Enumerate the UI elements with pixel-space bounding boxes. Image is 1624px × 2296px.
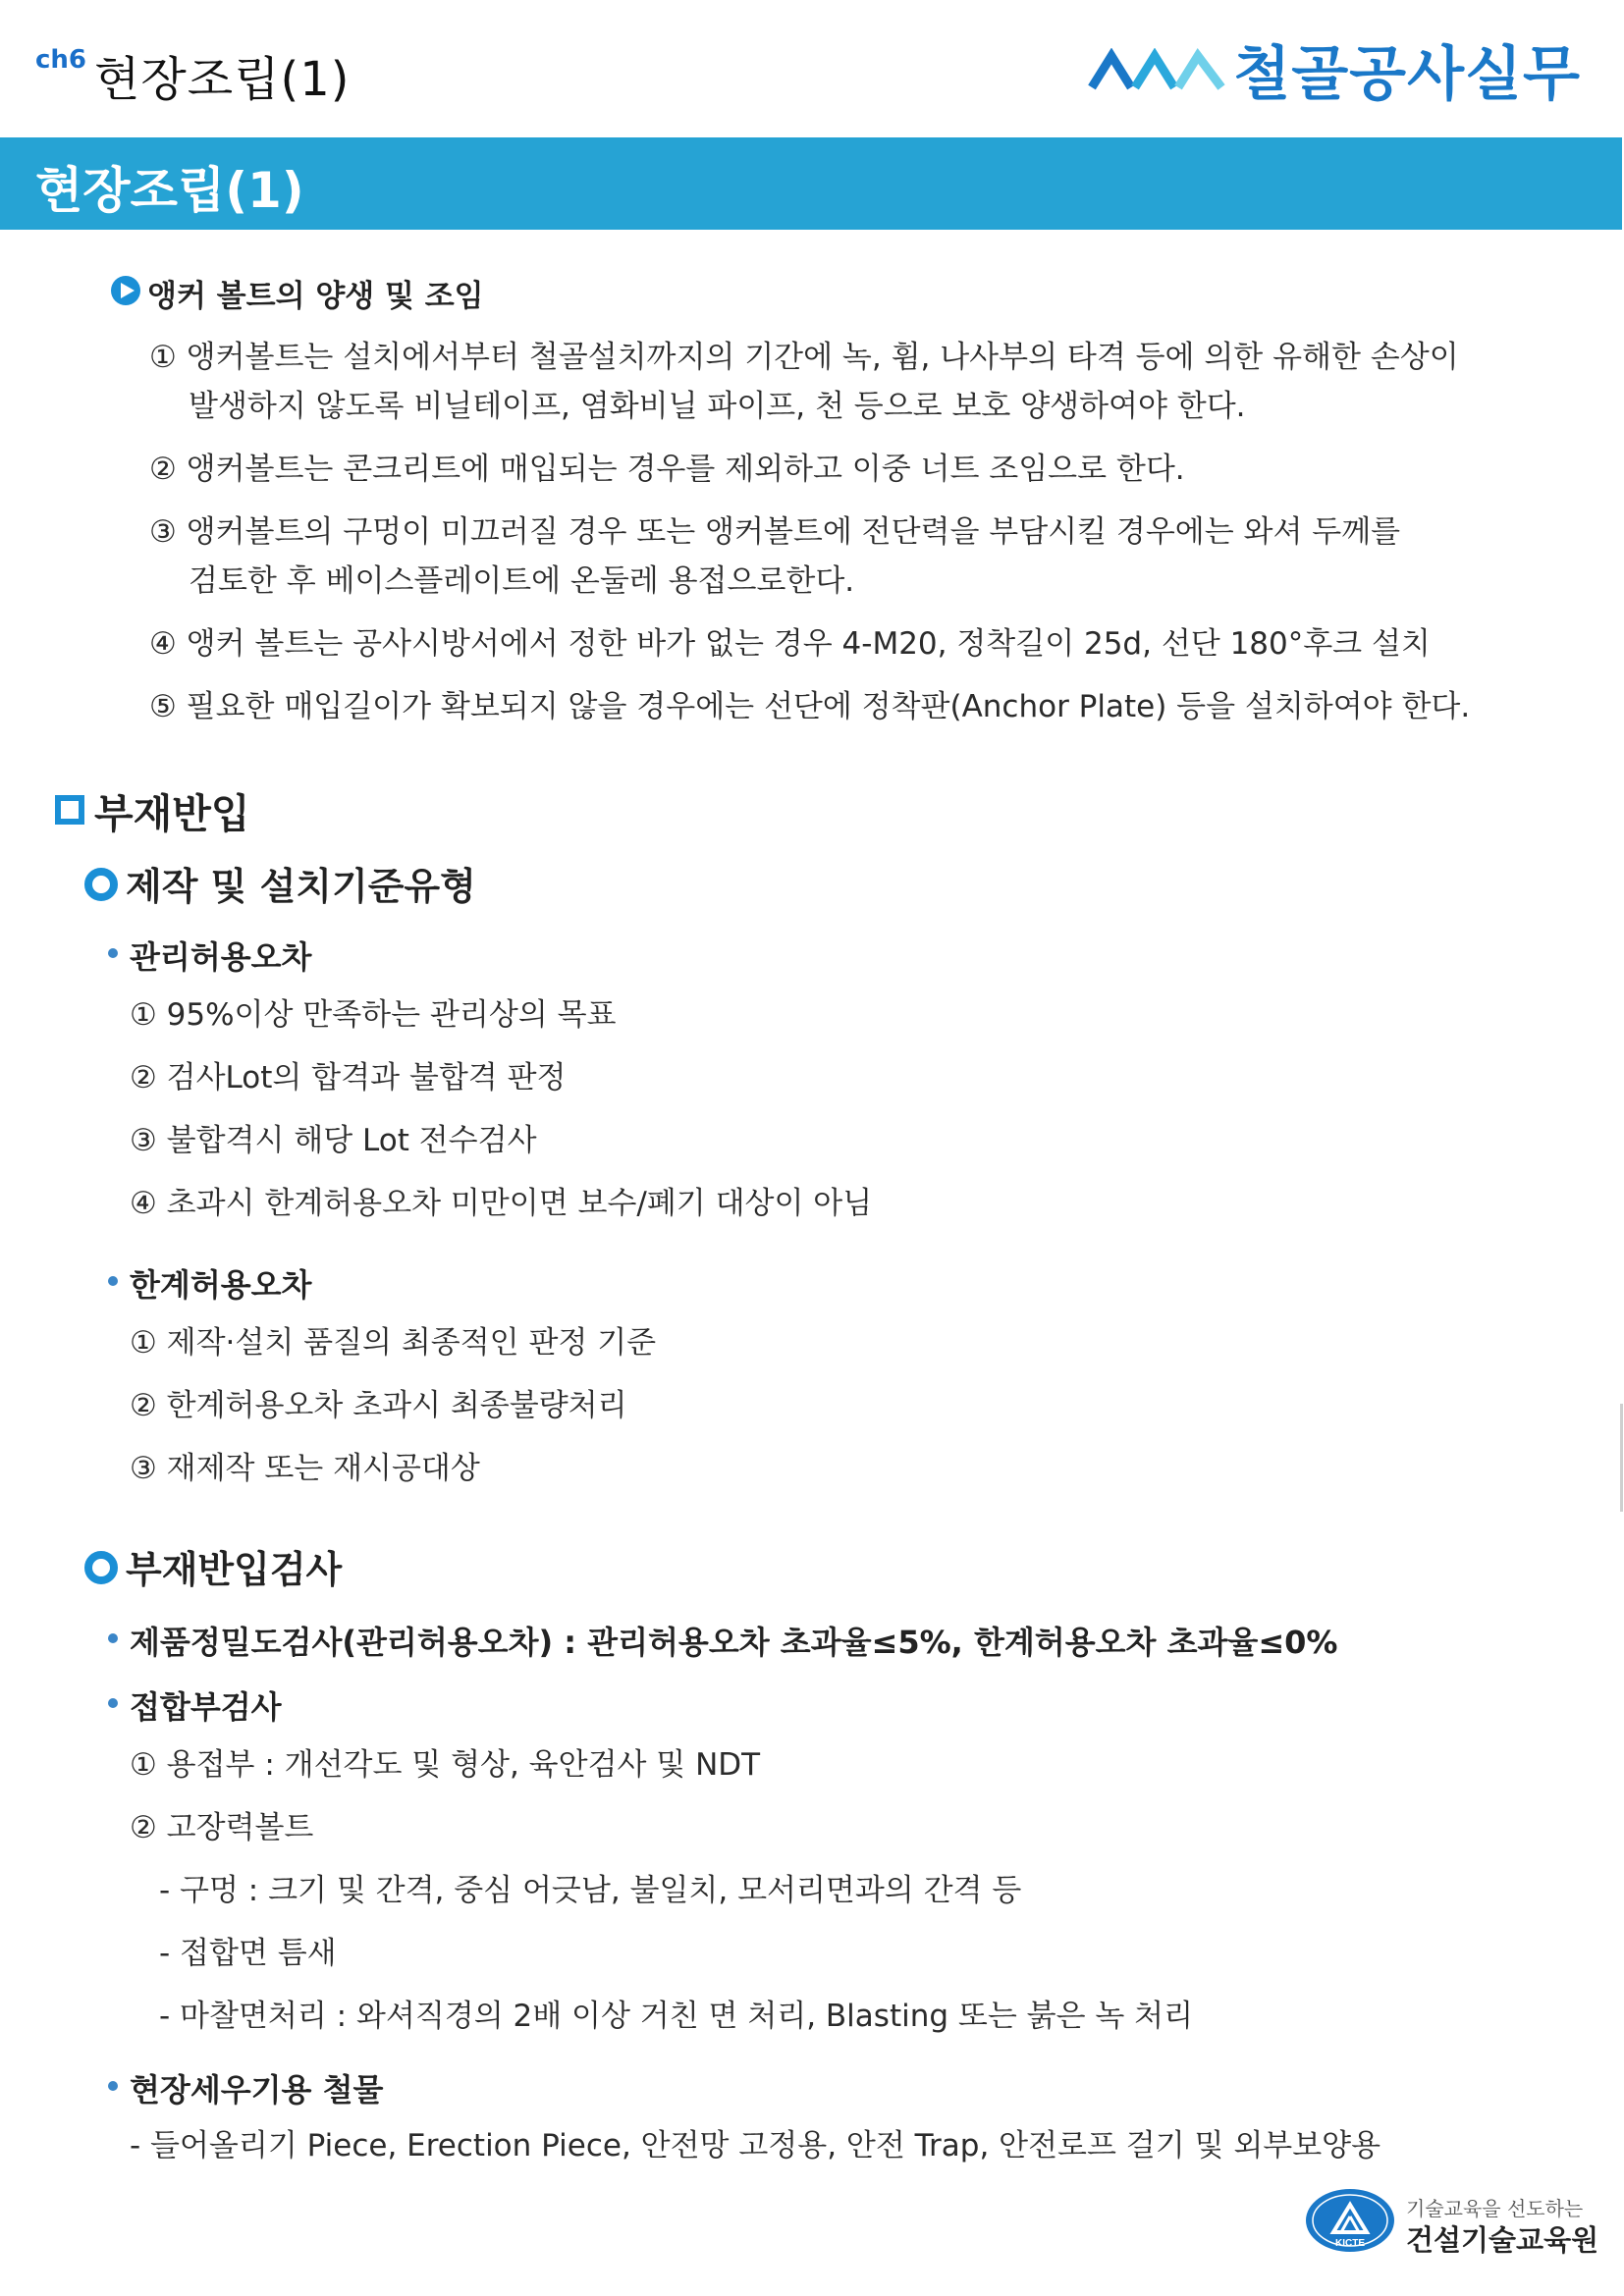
svg-text:KICTE: KICTE [1335,2238,1365,2249]
management-item-2: ② 검사Lot의 합격과 불합격 판정 [130,1060,567,1095]
anchor-item-3-cont: 검토한 후 베이스플레이트에 온둘레 용접으로한다. [189,563,855,599]
limit-item-1: ① 제작·설치 품질의 최종적인 판정 기준 [130,1325,657,1361]
management-item-1: ① 95%이상 만족하는 관리상의 목표 [130,997,617,1033]
anchor-item-1-cont: 발생하지 않도록 비닐테이프, 염화비닐 파이프, 천 등으로 보호 양생하여야 한다. [189,389,1246,424]
dot-bullet-icon [108,948,118,958]
group-title-management-tolerance: 관리허용오차 [130,938,312,976]
play-circle-icon [110,275,141,306]
brand-logo [1088,35,1581,109]
erection-hardware-item: - 들어올리기 Piece, Erection Piece, 안전망 고정용, 안전 Trap, 안전로프 걸기 및 외부보양용 [130,2128,1381,2163]
subsection-title-standards: 제작 및 설치기준유형 [126,865,476,908]
joint-subitem-hole: - 구멍 : 크기 및 간격, 중심 어긋남, 불일치, 모서리면과의 간격 등 [159,1873,1022,1908]
limit-item-3: ③ 재제작 또는 재시공대상 [130,1451,480,1486]
section-title: 부재반입 [94,790,250,837]
anchor-item-1: ① 앵커볼트는 설치에서부터 철골설치까지의 기간에 녹, 휨, 나사부의 타격 등에 의한 유해한 손상이 [149,340,1459,375]
group-title-limit-tolerance: 한계허용오차 [130,1266,312,1304]
joint-subitem-friction: - 마찰면처리 : 와셔직경의 2배 이상 거친 면 처리, Blasting 또는 붉은 녹 처리 [159,1999,1194,2034]
anchor-item-4: ④ 앵커 볼트는 공사시방서에서 정한 바가 없는 경우 4-M20, 정착길이 25d, 선단 180°후크 설치 [149,626,1431,662]
anchor-heading: 앵커 볼트의 양생 및 조임 [147,279,484,314]
joint-subitem-gap: - 접합면 틈새 [159,1936,337,1971]
dot-bullet-icon [108,1276,118,1286]
right-edge-line [1620,1404,1623,1512]
group-title-erection-hardware: 현장세우기용 철물 [130,2071,384,2109]
wave-logo-icon [1088,48,1225,91]
ring-bullet-icon [84,868,118,901]
square-bullet-icon [55,795,84,825]
management-item-3: ③ 불합격시 해당 Lot 전수검사 [130,1123,537,1158]
banner-title: 현장조립(1) [35,162,304,219]
dot-bullet-icon [108,2081,118,2091]
limit-item-2: ② 한계허용오차 초과시 최종불량처리 [130,1388,627,1423]
precision-inspection-line: 제품정밀도검사(관리허용오차) : 관리허용오차 초과율≤5%, 한계허용오차 초과율≤0% [130,1624,1338,1661]
footer-org-name: 건설기술교육원 [1406,2223,1599,2257]
chapter-tag: ch6 [35,45,87,75]
anchor-item-5: ⑤ 필요한 매입길이가 확보되지 않을 경우에는 선단에 정착판(Anchor Plate) 등을 설치하여야 한다. [149,689,1471,724]
kicte-emblem-icon [1304,2187,1396,2254]
group-title-joint-inspection: 접합부검사 [130,1688,282,1726]
dot-bullet-icon [108,1698,118,1708]
dot-bullet-icon [108,1633,118,1643]
ring-bullet-icon [84,1551,118,1584]
subsection-title-inspection: 부재반입검사 [126,1548,343,1591]
management-item-4: ④ 초과시 한계허용오차 미만이면 보수/폐기 대상이 아님 [130,1186,873,1221]
anchor-item-3: ③ 앵커볼트의 구멍이 미끄러질 경우 또는 앵커볼트에 전단력을 부담시킬 경우에는 와셔 두께를 [149,514,1401,550]
anchor-item-2: ② 앵커볼트는 콘크리트에 매입되는 경우를 제외하고 이중 너트 조임으로 한다. [149,452,1185,487]
chapter-title: 현장조립(1) [94,52,351,107]
joint-item-2: ② 고장력볼트 [130,1810,314,1845]
footer-tagline: 기술교육을 선도하는 [1406,2197,1584,2220]
joint-item-1: ① 용접부 : 개선각도 및 형상, 육안검사 및 NDT [130,1747,761,1783]
brand-name: 철골공사실무 [1233,40,1581,109]
